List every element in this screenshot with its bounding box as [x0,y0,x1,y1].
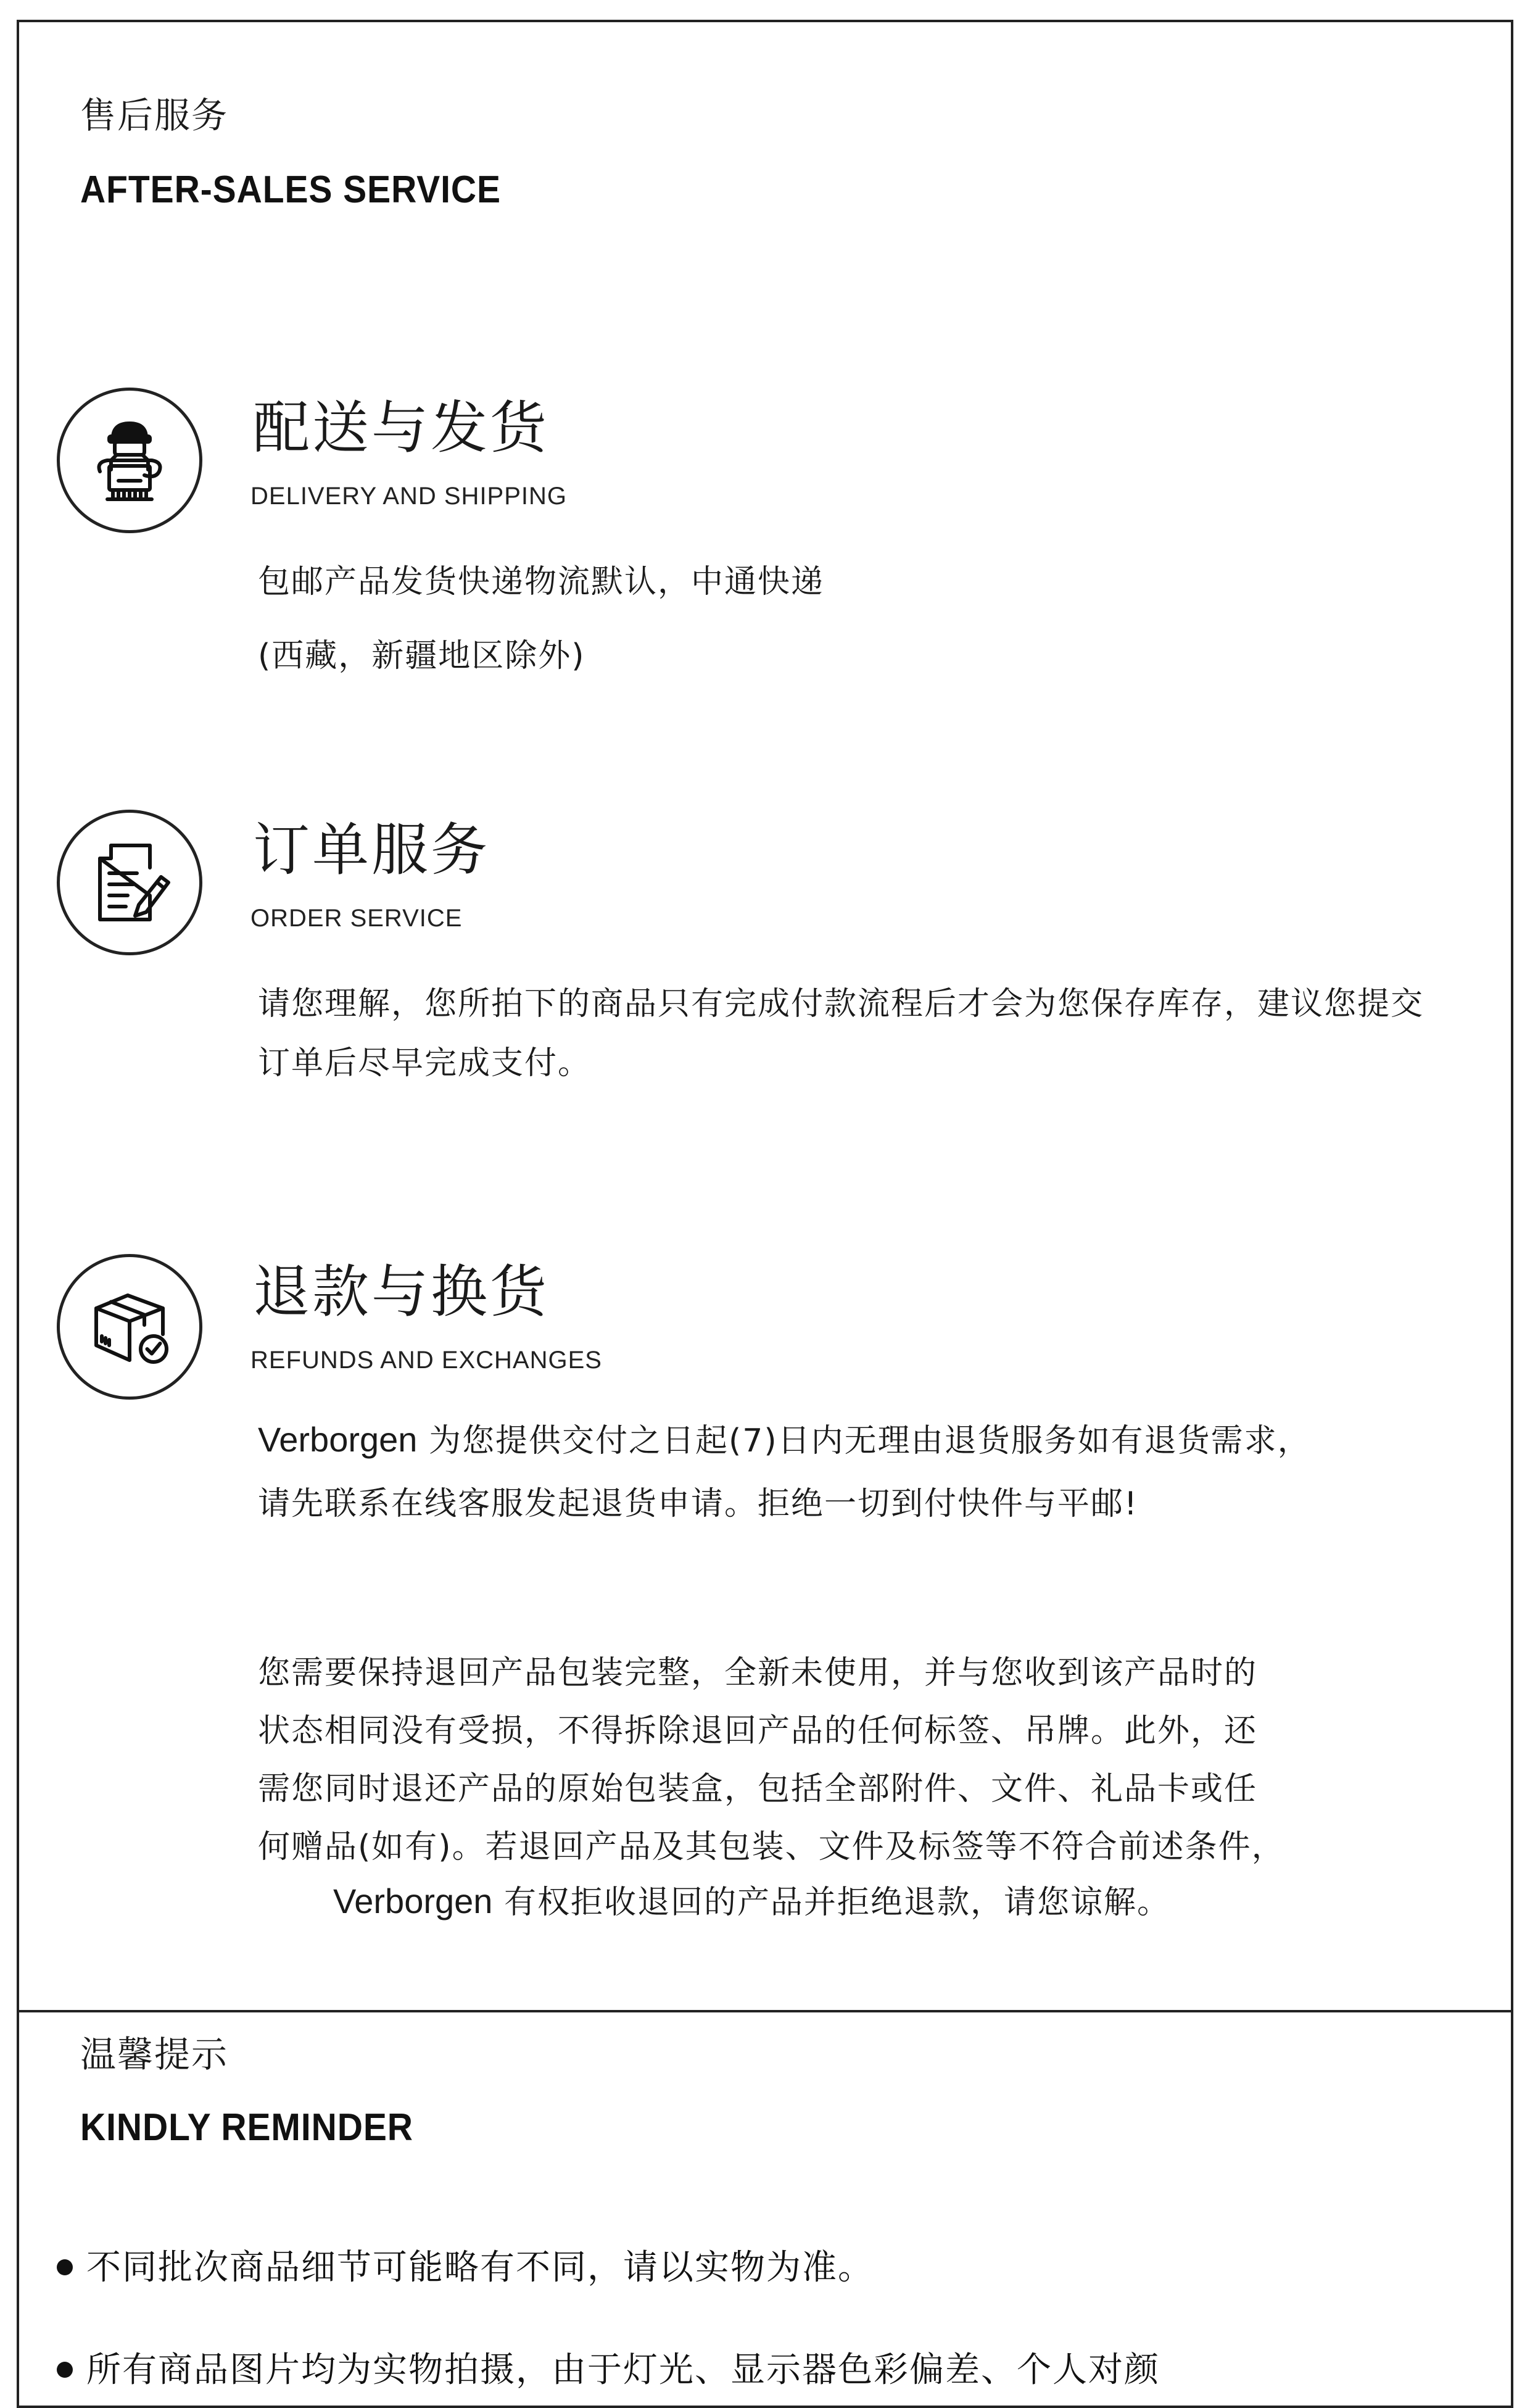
order-subtitle: ORDER SERVICE [250,905,463,932]
delivery-title: 配送与发货 [253,395,550,461]
delivery-person-icon [83,414,176,507]
bullet-dot [57,2259,73,2275]
order-line-1: 请您理解，您所拍下的商品只有完成付款流程后才会为您保存库存，建议您提交 [258,986,1425,1023]
delivery-subtitle: DELIVERY AND SHIPPING [250,483,568,510]
reminder-item-text: 不同批次商品细节可能略有不同，请以实物为准。 [86,2248,874,2288]
section-divider [17,2010,1513,2012]
refunds-condition-line-1: 您需要保持退回产品包装完整，全新未使用，并与您收到该产品时的 [258,1654,1258,1692]
refunds-condition-line-5-text: 有权拒收退回的产品并拒绝退款，请您谅解。 [492,1884,1170,1921]
reminder-title-cn: 温馨提示 [80,2033,229,2075]
refunds-condition-line-5 [333,1876,1170,1922]
package-check-icon [83,1281,176,1373]
refunds-title: 退款与换货 [253,1259,550,1325]
reminder-title-en: KINDLY REMINDER [80,2106,413,2149]
refunds-condition-line-2: 状态相同没有受损，不得拆除退回产品的任何标签、吊牌。此外，还 [258,1713,1258,1750]
refunds-condition-line-4: 何赠品(如有)。若退回产品及其包装、文件及标签等不符合前述条件， [258,1829,1285,1866]
refunds-line-2: 请先联系在线客服发起退货申请。拒绝一切到付快件与平邮! [258,1485,1138,1522]
order-icon-circle [57,810,202,955]
delivery-line-2: (西藏，新疆地区除外) [258,637,585,675]
refunds-icon-circle [57,1254,202,1400]
order-line-2: 订单后尽早完成支付。 [258,1045,592,1082]
after-sales-title-cn: 售后服务 [80,94,229,136]
refunds-line-1 [258,1414,1311,1461]
refunds-condition-line-3: 需您同时退还产品的原始包装盒，包括全部附件、文件、礼品卡或任 [258,1771,1258,1808]
refunds-line-1-text: 为您提供交付之日起(7)日内无理由退货服务如有退货需求， [417,1422,1311,1459]
reminder-item [57,2240,874,2290]
order-title: 订单服务 [253,817,490,883]
brand-name-2: Verborgen [333,1882,493,1920]
reminder-item-text: 所有商品图片均为实物拍摄，由于灯光、显示器色彩偏差、个人对颜 [86,2350,1160,2390]
delivery-line-1: 包邮产品发货快递物流默认，中通快递 [258,563,825,600]
reminder-item [57,2343,1160,2392]
refunds-subtitle: REFUNDS AND EXCHANGES [250,1347,602,1374]
after-sales-title-en: AFTER-SALES SERVICE [80,168,501,211]
page-frame [17,20,1513,2408]
delivery-icon-circle [57,388,202,533]
document-edit-icon [83,836,176,929]
brand-name: Verborgen [258,1420,418,1459]
